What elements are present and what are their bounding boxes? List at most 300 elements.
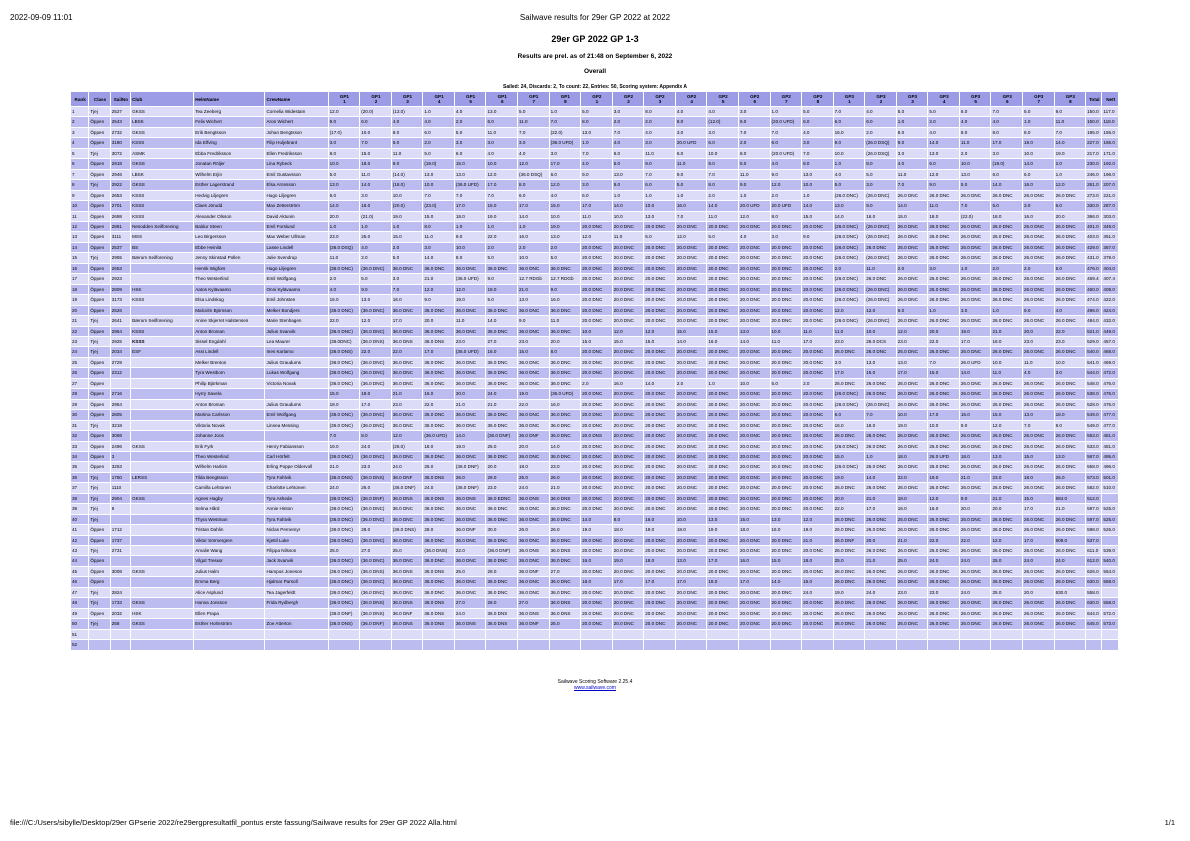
table-cell: 24.0 bbox=[423, 483, 455, 493]
column-header: GP1 6 bbox=[486, 92, 518, 107]
table-cell: 16.0 bbox=[928, 504, 960, 514]
table-cell: 20.0 DNC bbox=[675, 221, 707, 231]
table-cell: 4.0 bbox=[865, 107, 897, 117]
table-cell: 7.0 bbox=[1023, 420, 1055, 430]
table-cell: 484.0 bbox=[1086, 316, 1102, 326]
table-cell: 20.0 DNC bbox=[612, 410, 644, 420]
table-cell: 26.0 DNC bbox=[896, 483, 928, 493]
table-cell: 26.0 DNC bbox=[1054, 253, 1086, 263]
table-cell: 4.0 bbox=[644, 127, 676, 137]
table-cell: (36.0 DNC) bbox=[360, 305, 392, 315]
table-cell: 13.0 bbox=[707, 514, 739, 524]
table-cell: 10.0 bbox=[738, 378, 770, 388]
table-cell: 14.0 bbox=[549, 441, 581, 451]
table-cell: 14.0 bbox=[959, 368, 991, 378]
table-cell: 26.0 DNC bbox=[865, 577, 897, 587]
table-cell: 195.0 bbox=[1086, 127, 1102, 137]
table-cell: 36.0 DNC bbox=[549, 535, 581, 545]
table-cell: 36.0 DNC bbox=[486, 451, 518, 461]
table-cell: 18.0 bbox=[518, 462, 550, 472]
table-cell: 26.0 DNC bbox=[959, 525, 991, 535]
table-cell: 26.0 DNC bbox=[1023, 274, 1055, 284]
table-cell: 20.0 DNC bbox=[738, 389, 770, 399]
table-cell: 6.0 bbox=[928, 159, 960, 169]
table-cell: 20.0 DNC bbox=[707, 535, 739, 545]
table-cell: 20.0 DNC bbox=[612, 399, 644, 409]
table-cell: 27.0 bbox=[360, 546, 392, 556]
table-cell: (36.0 DNC) bbox=[328, 525, 360, 535]
table-cell: 14.0 bbox=[612, 201, 644, 211]
table-cell: 36.0 DNC bbox=[518, 504, 550, 514]
table-cell bbox=[770, 640, 802, 650]
table-cell: (36.0 DNS) bbox=[360, 336, 392, 346]
table-cell: 19.0 bbox=[391, 211, 423, 221]
table-cell: 156.0 bbox=[1102, 127, 1119, 137]
table-cell: 29.0 bbox=[486, 472, 518, 482]
table-cell: KSSS bbox=[131, 201, 194, 211]
table-cell: 5.0 bbox=[612, 159, 644, 169]
table-cell: 36.0 DNC bbox=[391, 556, 423, 566]
table-cell: 12.0 bbox=[644, 326, 676, 336]
table-row bbox=[71, 211, 1119, 221]
table-cell: 20.0 DNC bbox=[707, 242, 739, 252]
table-row bbox=[71, 587, 1119, 597]
table-cell: 349.0 bbox=[1102, 221, 1119, 231]
table-cell: 8.0 bbox=[802, 159, 834, 169]
table-cell: 23.0 bbox=[896, 336, 928, 346]
table-cell: 1.0 bbox=[833, 159, 865, 169]
table-cell: 2922 bbox=[110, 180, 130, 190]
table-cell: 16.0 bbox=[612, 378, 644, 388]
table-cell: 429.0 bbox=[1086, 242, 1102, 252]
table-cell: (36.0 DNC) bbox=[328, 305, 360, 315]
table-cell: 20.0 DNC bbox=[581, 493, 613, 503]
table-cell: 20.0 DNC bbox=[707, 274, 739, 284]
table-cell bbox=[928, 640, 960, 650]
table-cell: 2716 bbox=[110, 389, 130, 399]
table-cell: Hyrry Savela bbox=[194, 389, 265, 399]
table-cell: (22.0) bbox=[959, 211, 991, 221]
table-cell: 24.0 bbox=[454, 608, 486, 618]
table-cell: GKSS bbox=[131, 159, 194, 169]
table-cell: Ines Karlamo bbox=[265, 347, 328, 357]
table-cell: 8 bbox=[110, 504, 130, 514]
table-cell: 26.0 DNC bbox=[959, 242, 991, 252]
table-cell: 13.0 bbox=[612, 169, 644, 179]
table-cell: (17.0) bbox=[328, 127, 360, 137]
table-cell: 4.0 bbox=[707, 107, 739, 117]
table-cell: 20.0 DNC bbox=[802, 472, 834, 482]
table-cell: 36.0 DNC bbox=[454, 504, 486, 514]
table-cell: 20.0 DNC bbox=[581, 535, 613, 545]
table-cell: 7.0 bbox=[549, 117, 581, 127]
table-cell: 26.0 DNC bbox=[896, 598, 928, 608]
table-cell bbox=[896, 640, 928, 650]
table-cell: Niclas Pernemyr bbox=[265, 525, 328, 535]
table-cell: 25.0 bbox=[328, 546, 360, 556]
table-cell: 26.0 DNC bbox=[865, 525, 897, 535]
column-header: GP3 2 bbox=[865, 92, 897, 107]
table-cell: 2824 bbox=[110, 587, 130, 597]
table-cell: 20.0 UFD bbox=[770, 201, 802, 211]
table-cell: 1.0 bbox=[360, 221, 392, 231]
table-cell: 14.0 bbox=[644, 378, 676, 388]
table-cell: 43 bbox=[71, 546, 89, 556]
table-cell bbox=[612, 640, 644, 650]
table-cell: 26.0 DNC bbox=[1023, 619, 1055, 629]
table-cell: 16.0 bbox=[518, 232, 550, 242]
column-header: GP1 7 bbox=[518, 92, 550, 107]
table-cell: 26.0 DNC bbox=[865, 274, 897, 284]
table-cell: 20.0 DNC bbox=[770, 284, 802, 294]
table-cell: 20.0 DNC bbox=[581, 410, 613, 420]
table-cell: 36.0 DNC bbox=[486, 577, 518, 587]
table-cell: 20.0 DNC bbox=[707, 504, 739, 514]
table-cell: 2.0 bbox=[802, 378, 834, 388]
table-cell: 2.0 bbox=[833, 263, 865, 273]
table-cell: 22.0 bbox=[391, 347, 423, 357]
table-cell: Esther Holmström bbox=[194, 619, 265, 629]
table-cell: (26.0 DNC) bbox=[833, 274, 865, 284]
table-cell: 26.0 DNC bbox=[833, 619, 865, 629]
table-cell: Max Weber Ullman bbox=[265, 232, 328, 242]
table-cell bbox=[707, 640, 739, 650]
table-cell: 18.0 bbox=[959, 451, 991, 461]
table-cell: 26.0 DNC bbox=[959, 577, 991, 587]
column-header: GP1 5 bbox=[454, 92, 486, 107]
table-cell: 20.0 DNC bbox=[738, 546, 770, 556]
table-cell: 258 bbox=[110, 619, 130, 629]
table-cell: 36.0 DNC bbox=[423, 504, 455, 514]
table-cell bbox=[89, 640, 110, 650]
table-cell: 19.0 bbox=[644, 525, 676, 535]
table-cell: 8 bbox=[71, 180, 89, 190]
table-cell: 26.0 DNC bbox=[865, 514, 897, 524]
table-cell: 13.0 bbox=[770, 514, 802, 524]
sailwave-link[interactable]: www.sailwave.com bbox=[574, 685, 616, 691]
table-cell: 11.0 bbox=[1023, 357, 1055, 367]
table-cell: 403.0 bbox=[1086, 232, 1102, 242]
table-cell: 26.0 DNC bbox=[1054, 232, 1086, 242]
column-header: GP2 4 bbox=[675, 92, 707, 107]
table-cell: 3068 bbox=[110, 431, 130, 441]
table-cell: 36.0 DNS bbox=[391, 566, 423, 576]
table-cell: (13.0) bbox=[391, 107, 423, 117]
table-cell: 26.0 DNC bbox=[991, 284, 1023, 294]
table-cell: (36.0 DNF) bbox=[391, 483, 423, 493]
table-row bbox=[71, 546, 1119, 556]
table-cell: 476.0 bbox=[1102, 378, 1119, 388]
table-cell: 36.0 DNC bbox=[423, 420, 455, 430]
table-cell: 9.0 bbox=[581, 169, 613, 179]
table-cell: 27.0 bbox=[486, 336, 518, 346]
table-cell: 20.0 DNC bbox=[644, 546, 676, 556]
table-cell: 26.0 DNC bbox=[1054, 608, 1086, 618]
table-cell: 20.0 DNC bbox=[707, 493, 739, 503]
table-row bbox=[71, 525, 1119, 535]
column-header: GP3 8 bbox=[1054, 92, 1086, 107]
table-cell bbox=[991, 629, 1023, 639]
table-cell: Hanna Jonsson bbox=[194, 598, 265, 608]
table-cell bbox=[131, 577, 194, 587]
table-cell: 18.0 bbox=[328, 399, 360, 409]
table-cell: Leo Birgersson bbox=[194, 232, 265, 242]
table-cell: 36.0 DNC bbox=[454, 305, 486, 315]
table-cell: 3218 bbox=[110, 420, 130, 430]
table-cell: 26.0 DNC bbox=[991, 221, 1023, 231]
table-cell: 4.0 bbox=[391, 117, 423, 127]
table-cell: 20.0 DNC bbox=[802, 368, 834, 378]
table-cell: 20.0 DNC bbox=[738, 410, 770, 420]
table-cell: 14.0 bbox=[802, 201, 834, 211]
table-cell: 26.0 DNC bbox=[1054, 378, 1086, 388]
table-cell: 20.0 DNC bbox=[612, 389, 644, 399]
table-cell: 17.0 bbox=[423, 347, 455, 357]
table-cell: 26.0 DNC bbox=[1023, 389, 1055, 399]
table-cell: 19.0 bbox=[328, 441, 360, 451]
table-cell: 26.0 DNC bbox=[1054, 441, 1086, 451]
table-cell: 20.0 DNC bbox=[738, 493, 770, 503]
table-body bbox=[71, 107, 1119, 651]
table-cell: 3.0 bbox=[675, 127, 707, 137]
table-cell: 26.0 DNC bbox=[1023, 378, 1055, 388]
table-cell: 20.0 DNC bbox=[802, 608, 834, 618]
table-cell: 10.0 bbox=[770, 326, 802, 336]
table-cell: 8.0 bbox=[644, 107, 676, 117]
table-cell: 26.0 DNC bbox=[1054, 431, 1086, 441]
table-cell: 573.0 bbox=[1102, 619, 1119, 629]
table-cell: 469.0 bbox=[1102, 357, 1119, 367]
table-cell: 5.0 bbox=[928, 107, 960, 117]
table-cell: 36.0 DNC bbox=[549, 263, 581, 273]
table-cell: 476.0 bbox=[1102, 389, 1119, 399]
table-cell: Tjej bbox=[89, 107, 110, 117]
table-cell: (36.0 DNC) bbox=[360, 556, 392, 566]
table-cell: 36.0 DNS bbox=[391, 619, 423, 629]
table-cell: 2.0 bbox=[581, 378, 613, 388]
table-cell: 20.0 DNC bbox=[802, 504, 834, 514]
table-cell: 20.0 DNC bbox=[770, 535, 802, 545]
table-cell: 540.0 bbox=[1102, 556, 1119, 566]
table-cell: 541.0 bbox=[1086, 357, 1102, 367]
table-row bbox=[71, 263, 1119, 273]
table-cell: 12.0 bbox=[865, 305, 897, 315]
table-cell: Aron Wichert bbox=[265, 117, 328, 127]
table-cell: Tjej bbox=[89, 514, 110, 524]
table-cell: 2.0 bbox=[328, 274, 360, 284]
table-cell: 17.0 bbox=[644, 577, 676, 587]
table-cell: 36.0 DNC bbox=[549, 326, 581, 336]
table-cell: (20.0 UFD) bbox=[770, 148, 802, 158]
table-cell: 9.0 bbox=[865, 201, 897, 211]
table-cell: Viktor Sörmergren bbox=[194, 535, 265, 545]
table-row bbox=[71, 138, 1119, 148]
table-cell: 21.0 bbox=[959, 472, 991, 482]
table-cell: 20.0 DNC bbox=[707, 389, 739, 399]
table-cell: 26.0 DNC bbox=[1054, 514, 1086, 524]
table-cell: Tjej bbox=[89, 316, 110, 326]
table-cell: 14.0 bbox=[1054, 138, 1086, 148]
table-cell: Jonatan Röljer bbox=[194, 159, 265, 169]
table-cell: 4.0 bbox=[486, 148, 518, 158]
table-cell: 20.0 DNC bbox=[738, 295, 770, 305]
table-cell: 22.0 bbox=[328, 316, 360, 326]
table-cell: 5.0 bbox=[391, 253, 423, 263]
table-cell: 20.0 DNC bbox=[675, 608, 707, 618]
table-cell: 20.0 DNC bbox=[707, 357, 739, 367]
table-cell: 20.0 DNC bbox=[675, 295, 707, 305]
table-cell: 525.0 bbox=[1102, 504, 1119, 514]
table-cell: 6.0 bbox=[738, 117, 770, 127]
table-cell: 19.0 bbox=[360, 389, 392, 399]
table-cell: Julius Halm bbox=[194, 566, 265, 576]
table-cell: 230.0 bbox=[1086, 159, 1102, 169]
table-cell: Öppen bbox=[89, 221, 110, 231]
table-cell: 16 bbox=[71, 263, 89, 273]
table-cell: 49 bbox=[71, 608, 89, 618]
table-cell: 8.0 bbox=[770, 211, 802, 221]
table-cell: 538.0 bbox=[1086, 389, 1102, 399]
table-cell: 20.0 DNC bbox=[644, 431, 676, 441]
table-cell: 11.0 bbox=[675, 159, 707, 169]
table-cell: GKSS bbox=[131, 619, 194, 629]
table-cell: 449.0 bbox=[1102, 326, 1119, 336]
table-cell: 20.0 DNC bbox=[581, 357, 613, 367]
table-cell: Lea Maurer bbox=[265, 336, 328, 346]
table-cell bbox=[110, 577, 130, 587]
table-cell: 20.0 bbox=[518, 441, 550, 451]
table-cell: 15.0 bbox=[581, 336, 613, 346]
table-cell: 36.0 DNC bbox=[391, 305, 423, 315]
table-cell: 3.0 bbox=[738, 107, 770, 117]
table-cell: 36.0 DNC bbox=[549, 368, 581, 378]
table-cell: 366.0 bbox=[1086, 211, 1102, 221]
table-cell bbox=[738, 640, 770, 650]
table-cell: 17.0 bbox=[802, 336, 834, 346]
table-cell: 19.0 bbox=[454, 295, 486, 305]
table-cell: Tyra Fahlvik bbox=[265, 472, 328, 482]
table-cell: (36.0 DNS) bbox=[360, 598, 392, 608]
table-cell: 12.0 bbox=[360, 316, 392, 326]
table-cell: (36.0 DNC) bbox=[360, 410, 392, 420]
table-cell: Öppen bbox=[89, 525, 110, 535]
table-cell: (36.0 UFD) bbox=[423, 431, 455, 441]
table-cell: Ellen Fredriksson bbox=[265, 148, 328, 158]
table-cell: 26.0 DNC bbox=[896, 347, 928, 357]
table-cell bbox=[1023, 629, 1055, 639]
table-cell: 21.0 bbox=[865, 556, 897, 566]
table-cell: Öppen bbox=[89, 127, 110, 137]
table-cell: 2955 bbox=[110, 253, 130, 263]
table-cell: 11.0 bbox=[959, 138, 991, 148]
table-cell: (36.0 UFD) bbox=[549, 389, 581, 399]
table-cell: 10.0 bbox=[991, 357, 1023, 367]
table-cell: 18.0 bbox=[675, 525, 707, 535]
table-cell: Claes Jörudd bbox=[194, 201, 265, 211]
table-cell: 10.0 bbox=[644, 201, 676, 211]
table-cell: 28.0 bbox=[360, 525, 392, 535]
table-cell: 36.0 DNC bbox=[454, 451, 486, 461]
table-cell: 26.0 DNC bbox=[1023, 232, 1055, 242]
table-cell: 20.0 DNC bbox=[707, 431, 739, 441]
table-cell: 4.0 bbox=[1054, 305, 1086, 315]
table-cell: Öppen bbox=[89, 577, 110, 587]
table-cell: 26.0 DNC bbox=[991, 619, 1023, 629]
table-cell: 6.0 bbox=[328, 190, 360, 200]
table-cell: 537.0 bbox=[1086, 535, 1102, 545]
table-cell: 4 bbox=[71, 138, 89, 148]
table-cell: 26.0 DNC bbox=[865, 347, 897, 357]
table-cell: 379.0 bbox=[1102, 253, 1119, 263]
table-cell: 609.0 bbox=[1054, 535, 1086, 545]
table-cell: 5.0 bbox=[707, 232, 739, 242]
table-cell: 26.0 DNC bbox=[991, 232, 1023, 242]
table-cell: 3.0 bbox=[991, 148, 1023, 158]
table-cell: Malcolm Björnson bbox=[194, 305, 265, 315]
table-cell: 16.0 bbox=[644, 514, 676, 524]
table-cell: GKSS bbox=[131, 493, 194, 503]
table-cell: 23 bbox=[71, 336, 89, 346]
table-cell: 18.0 bbox=[707, 577, 739, 587]
table-cell: 16.0 bbox=[770, 525, 802, 535]
column-header: GP2 1 bbox=[581, 92, 613, 107]
table-cell: 20.0 DNC bbox=[738, 535, 770, 545]
table-cell: 11.0 bbox=[549, 316, 581, 326]
table-cell: 18.0 bbox=[928, 211, 960, 221]
table-cell: 26.0 DNC bbox=[896, 316, 928, 326]
table-cell: 36.0 DNS bbox=[423, 493, 455, 503]
table-cell bbox=[959, 629, 991, 639]
table-cell bbox=[707, 629, 739, 639]
table-cell: 26.0 DNC bbox=[991, 608, 1023, 618]
table-cell: 3 bbox=[71, 127, 89, 137]
table-cell: 20.0 DNC bbox=[644, 316, 676, 326]
table-cell: 19.0 bbox=[959, 326, 991, 336]
table-cell: 5.0 bbox=[360, 274, 392, 284]
table-cell: (20.0) bbox=[391, 201, 423, 211]
table-cell: 14.0 bbox=[360, 180, 392, 190]
table-cell: 26.0 DNC bbox=[991, 190, 1023, 200]
table-cell: 26.0 DNC bbox=[896, 546, 928, 556]
table-cell: 18.0 bbox=[991, 211, 1023, 221]
table-cell: 26.0 DNC bbox=[865, 431, 897, 441]
table-cell: GKSS bbox=[131, 180, 194, 190]
table-cell: 10.0 bbox=[486, 159, 518, 169]
table-cell: 3.0 bbox=[959, 305, 991, 315]
table-cell: 11.0 bbox=[612, 232, 644, 242]
table-cell: 20.0 DNC bbox=[612, 242, 644, 252]
table-cell: 20.0 DNC bbox=[738, 619, 770, 629]
table-cell: 36.0 DNC bbox=[423, 378, 455, 388]
table-cell: 9.0 bbox=[1023, 305, 1055, 315]
table-cell: 20.0 DNC bbox=[644, 619, 676, 629]
table-cell: 20.0 DNC bbox=[802, 493, 834, 503]
table-cell: 26.0 DNC bbox=[959, 441, 991, 451]
table-cell: 10 bbox=[71, 201, 89, 211]
table-cell: 1.0 bbox=[896, 117, 928, 127]
table-cell: 12.0 bbox=[486, 169, 518, 179]
table-cell: 36.0 DNC bbox=[454, 577, 486, 587]
table-cell: 36.0 DNC bbox=[518, 410, 550, 420]
table-cell: 612.0 bbox=[1086, 556, 1102, 566]
table-cell: 351.0 bbox=[1102, 232, 1119, 242]
table-cell: BS bbox=[131, 242, 194, 252]
table-cell: 20.0 DNC bbox=[707, 295, 739, 305]
table-cell: 2701 bbox=[110, 201, 130, 211]
table-cell: 1 bbox=[71, 107, 89, 117]
table-cell bbox=[110, 514, 130, 524]
table-cell: 20.0 bbox=[454, 389, 486, 399]
